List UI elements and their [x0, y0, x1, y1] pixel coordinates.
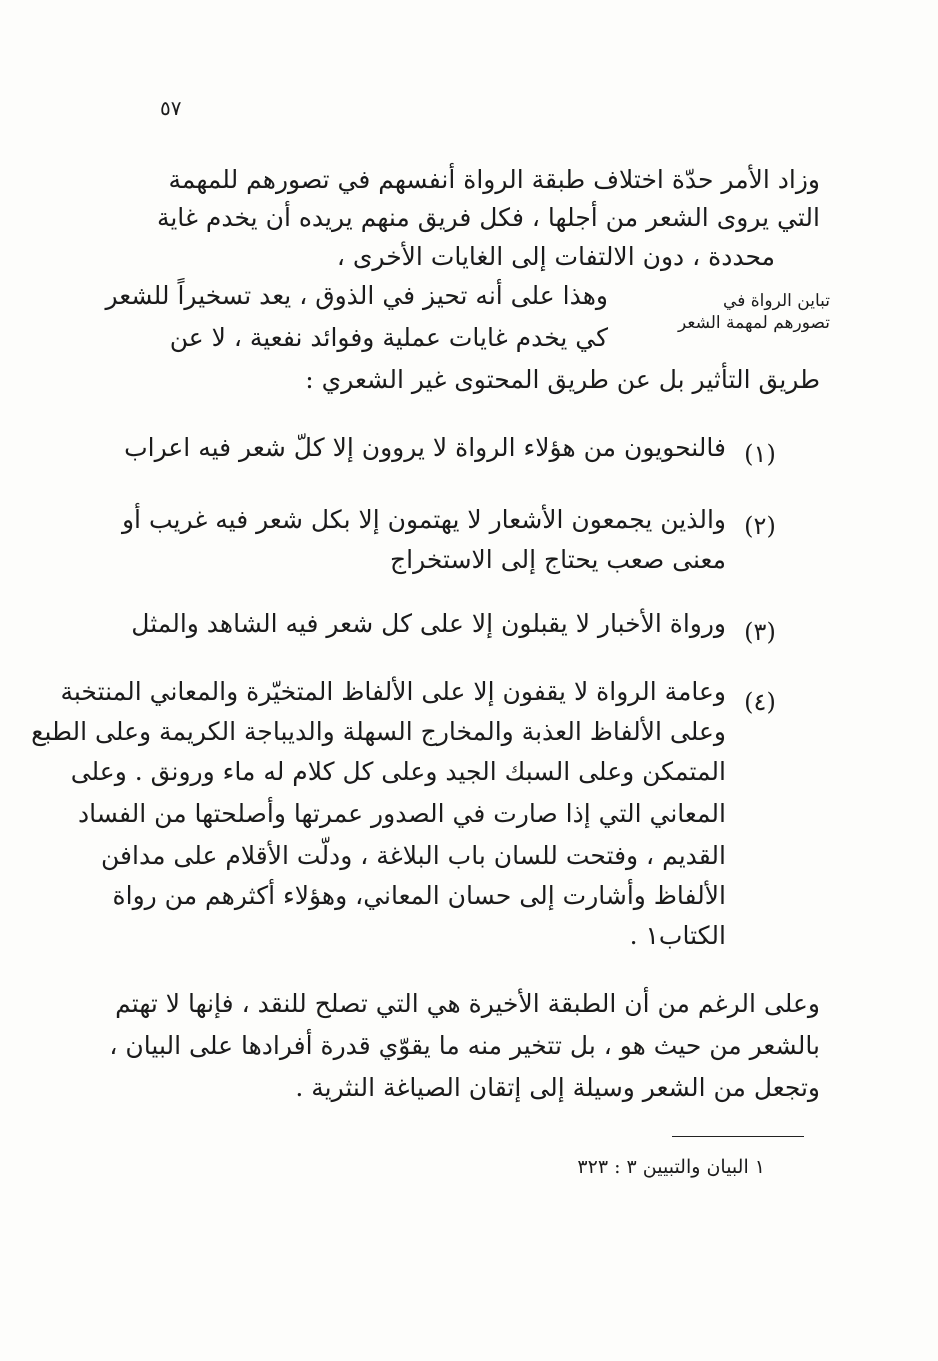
- list-item-4-line-3: المتمكن وعلى السبك الجيد وعلى كل كلام له ماء ورونق . وعلى: [70, 757, 726, 786]
- footnote-separator: [672, 1136, 804, 1137]
- list-item-2-line-2: معنى صعب يحتاج إلى الاستخراج: [390, 545, 726, 574]
- list-item-1-line-1: فالنحويون من هؤلاء الرواة لا يروون إلا كلّ شعر فيه اعراب: [124, 433, 726, 462]
- closing-line-1: وعلى الرغم من أن الطبقة الأخيرة هي التي تصلح للنقد ، فإنها لا تهتم: [115, 989, 820, 1018]
- page-number: ٥٧: [160, 96, 182, 120]
- footnote: ١ البيان والتبيين ٣ : ٣٢٣: [577, 1156, 765, 1178]
- intro-line-4: وهذا على أنه تحيز في الذوق ، يعد تسخيراً للشعر: [105, 281, 608, 310]
- intro-line-1: وزاد الأمر حدّة اختلاف طبقة الرواة أنفسهم في تصورهم للمهمة: [168, 165, 820, 194]
- list-item-number-4: (٤): [744, 688, 776, 716]
- intro-line-6: طريق التأثير بل عن طريق المحتوى غير الشعري :: [305, 365, 820, 394]
- closing-line-3: وتجعل من الشعر وسيلة إلى إتقان الصياغة النثرية .: [295, 1073, 820, 1102]
- list-item-4-line-5: القديم ، وفتحت للسان باب البلاغة ، ودلّت الأقلام على مدافن: [101, 841, 726, 870]
- list-item-4-line-4: المعاني التي إذا صارت في الصدور عمرتها وأصلحتها من الفساد: [77, 799, 726, 828]
- list-item-number-2: (٢): [744, 512, 776, 540]
- list-item-4-line-6: الألفاظ وأشارت إلى حسان المعاني، وهؤلاء أكثرهم من رواة: [112, 881, 726, 910]
- intro-line-3: محددة ، دون الالتفات إلى الغايات الأخرى ،: [336, 242, 775, 271]
- margin-note-line-2: تصورهم لمهمة الشعر: [678, 313, 830, 333]
- list-item-4-line-2: وعلى الألفاظ العذبة والمخارج السهلة والديباجة الكريمة وعلى الطبع: [31, 717, 726, 746]
- list-item-number-1: (١): [744, 440, 776, 468]
- intro-line-5: كي يخدم غايات عملية وفوائد نفعية ، لا عن: [169, 323, 608, 352]
- closing-line-2: بالشعر من حيث هو ، بل تتخير منه ما يقوّي قدرة أفرادها على البيان ،: [109, 1031, 820, 1060]
- intro-line-2: التي يروى الشعر من أجلها ، فكل فريق منهم يريده أن يخدم غاية: [156, 203, 820, 232]
- list-item-number-3: (٣): [744, 618, 776, 646]
- list-item-3-line-1: ورواة الأخبار لا يقبلون إلا على كل شعر فيه الشاهد والمثل: [131, 609, 726, 638]
- list-item-4-line-1: وعامة الرواة لا يقفون إلا على الألفاظ المتخيّرة والمعاني المنتخبة: [60, 677, 726, 706]
- margin-note-line-1: تباين الرواة في: [723, 291, 830, 311]
- list-item-2-line-1: والذين يجمعون الأشعار لا يهتمون إلا بكل شعر فيه غريب أو: [121, 505, 726, 534]
- margin-note: [670, 290, 830, 334]
- list-item-4-line-7: الكتاب١ .: [629, 921, 726, 950]
